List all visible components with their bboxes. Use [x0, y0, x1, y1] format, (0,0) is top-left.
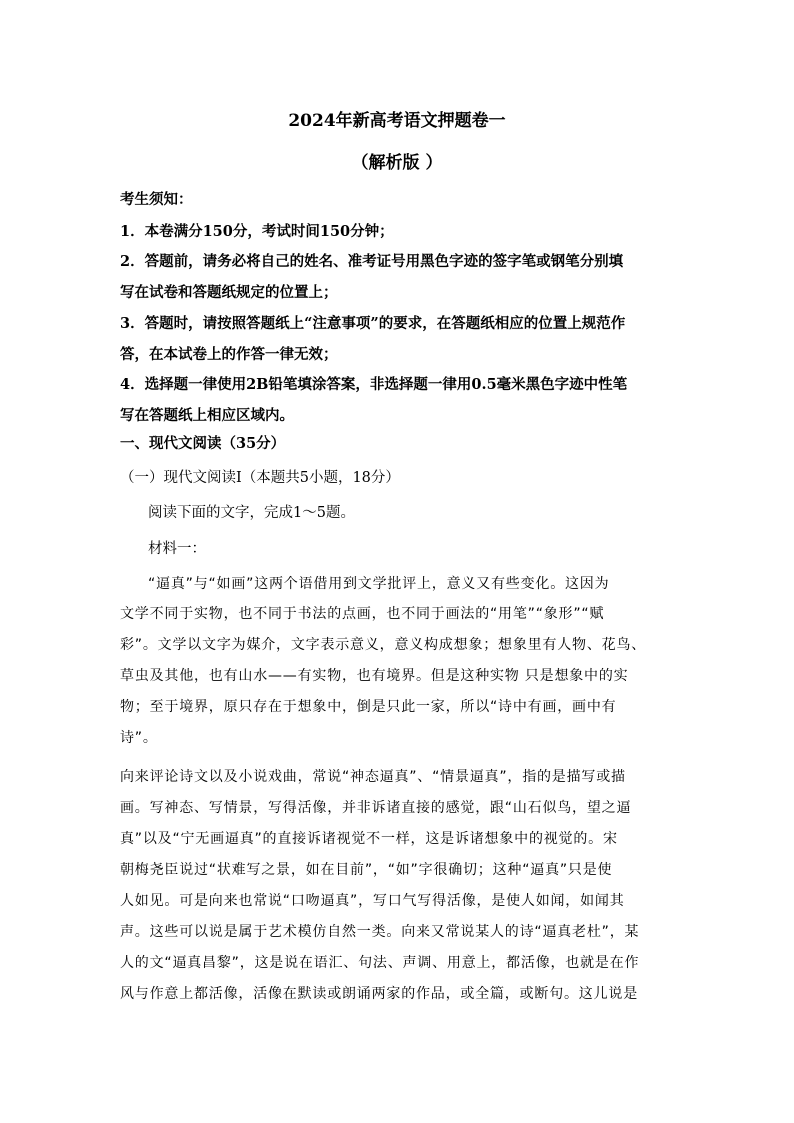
material-label: 材料一： [148, 541, 206, 557]
notice-line-2: 2．答题前，请务必将自己的姓名、准考证号用黑色字迹的签字笔或钢笔分别填 [120, 253, 624, 270]
passage-line: 朝梅尧臣说过“状难写之景，如在目前”，“如”字很确切；这种“逼真”只是使 [120, 862, 613, 878]
passage-line: 人如见。可是向来也常说“口吻逼真”，写口气写得活像，是使人如闻，如闻其 [120, 893, 625, 909]
notice-heading: 考生须知： [120, 191, 193, 208]
passage-line: 诗”。 [120, 730, 158, 746]
passage-line: 彩”。文学以文字为媒介，文字表示意义，意义构成想象；想象里有人物、花鸟、 [120, 637, 647, 653]
passage-line: 风与作意上都活像，活像在默读或朗诵两家的作品，或全篇，或断句。这儿说是 [120, 986, 638, 1002]
notice-line-1: 1．本卷满分150分，考试时间150分钟； [120, 223, 394, 240]
passage-line: 物；至于境界，原只存在于想象中，倒是只此一家，所以“诗中有画，画中有 [120, 699, 617, 715]
notice-line-4: 3．答题时，请按照答题纸上“注意事项”的要求，在答题纸相应的位置上规范作 [120, 315, 626, 332]
exam-title: 2024年新高考语文押题卷一 [288, 111, 506, 131]
reading-instruction: 阅读下面的文字，完成1～5题。 [148, 505, 355, 521]
passage-line: 草虫及其他，也有山水——有实物，也有境界。但是这种实物 只是想象中的实 [120, 668, 629, 684]
notice-line-3: 写在试卷和答题纸规定的位置上； [120, 284, 338, 301]
notice-line-7: 写在答题纸上相应区域内。 [120, 407, 294, 424]
notice-line-6: 4．选择题一律使用2B铅笔填涂答案，非选择题一律用0.5毫米黑色字迹中性笔 [120, 376, 628, 393]
passage-line: 真”以及“宁无画逼真”的直接诉诸视觉不一样，这是诉诸想象中的视觉的。宋 [120, 831, 618, 847]
passage-line: “逼真”与“如画”这两个语借用到文学批评上，意义又有些变化。这因为 [148, 576, 610, 592]
section-heading: 一、现代文阅读（35分） [120, 435, 286, 452]
notice-line-5: 答，在本试卷上的作答一律无效； [120, 346, 338, 363]
passage-line: 向来评论诗文以及小说戏曲，常说“神态逼真”、“情景逼真”，指的是描写或描 [120, 769, 626, 785]
passage-line: 文学不同于实物，也不同于书法的点画，也不同于画法的“用笔”“象形”“赋 [120, 606, 605, 622]
exam-subtitle: （解析版 ） [351, 153, 443, 173]
passage-line: 人的文“逼真昌黎”，这是说在语汇、句法、声调、用意上，都活像，也就是在作 [120, 955, 640, 971]
passage-line: 声。这些可以说是属于艺术模仿自然一类。向来又常说某人的诗“逼真老杜”，某 [120, 924, 640, 940]
passage-line: 画。写神态、写情景，写得活像，并非诉诸直接的感觉，跟“山石似鸟，望之逼 [120, 800, 632, 816]
sub-section-heading: （一）现代文阅读Ⅰ（本题共5小题，18分） [120, 470, 400, 486]
